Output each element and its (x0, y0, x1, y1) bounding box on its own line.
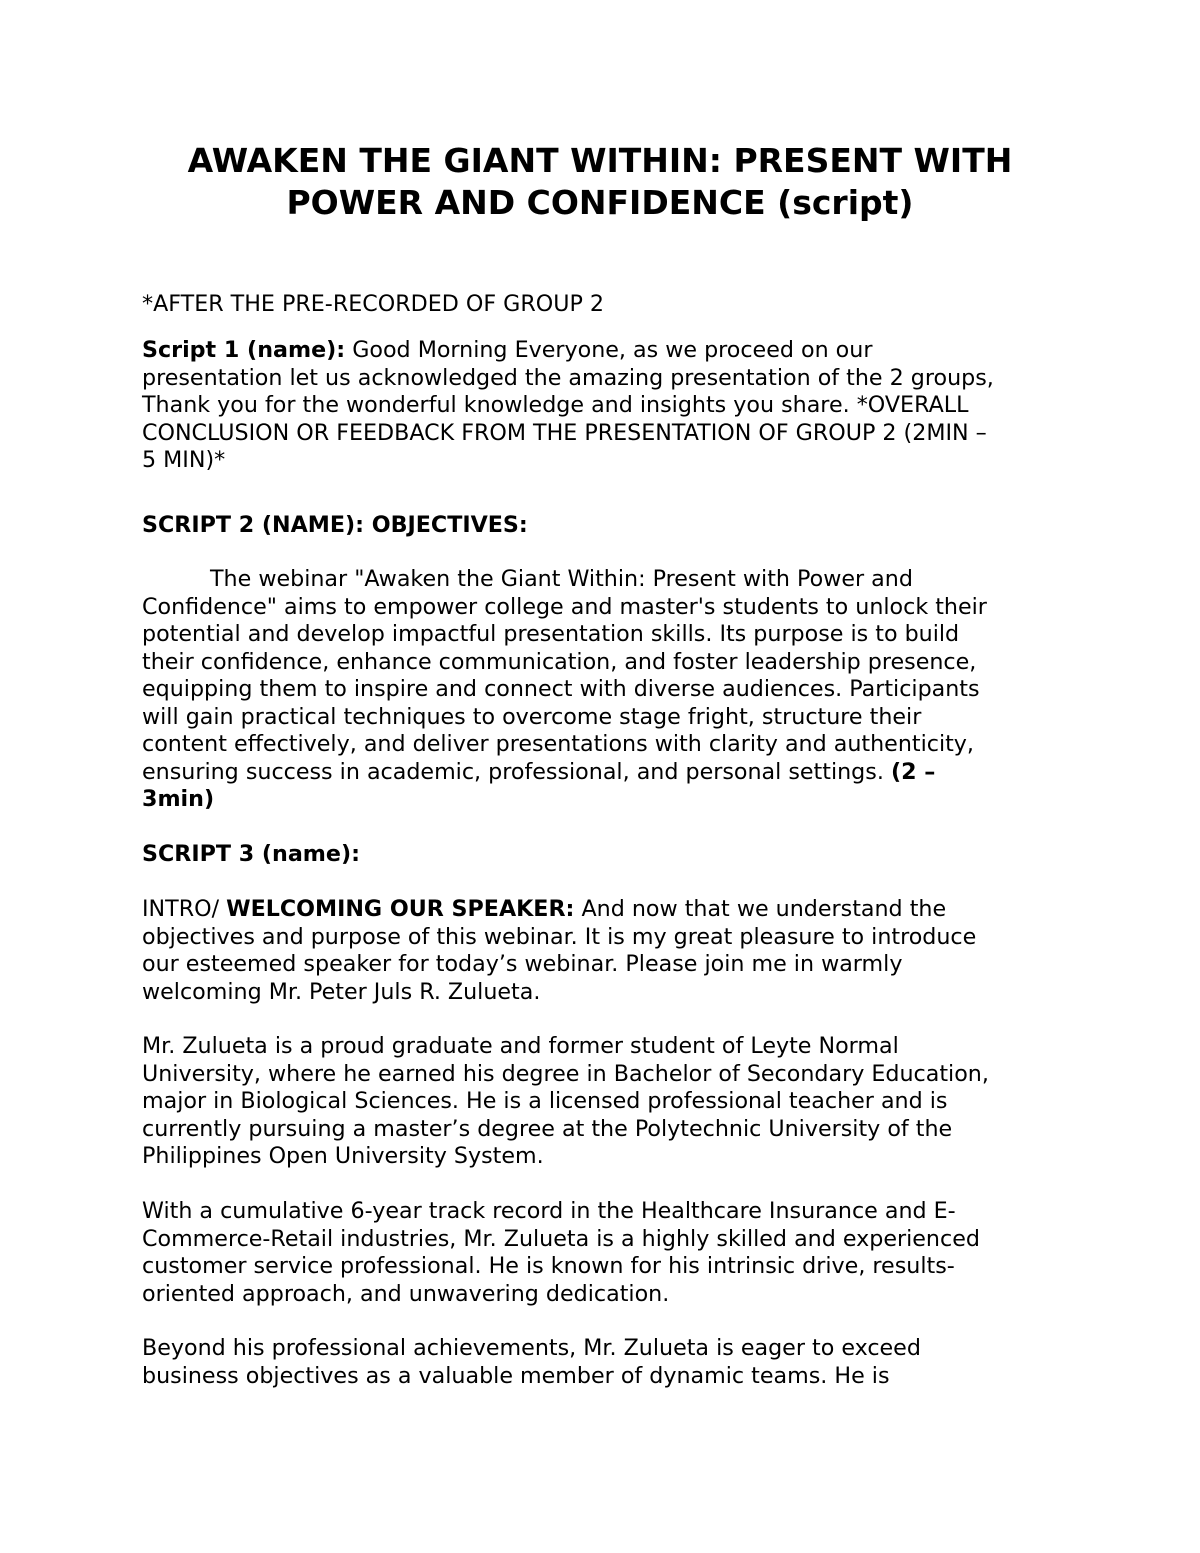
script-2-line: will gain practical techniques to overcome stage fright, structure their (142, 703, 922, 730)
script-2-time-a: (2 – (890, 758, 936, 785)
script-2-last-line: ensuring success in academic, professional, and personal settings. (2 – (142, 758, 936, 785)
script-2-heading: SCRIPT 2 (NAME): OBJECTIVES: (142, 512, 528, 538)
script-1-paragraph (142, 337, 1062, 475)
script-2-line: equipping them to inspire and connect with diverse audiences. Participants (142, 676, 980, 702)
script-1-line: presentation let us acknowledged the amazing presentation of the 2 groups, (142, 364, 994, 391)
script-2-line: potential and develop impactful presentation skills. Its purpose is to build (142, 621, 960, 647)
script-2-line: content effectively, and deliver presentations with clarity and authenticity, (142, 731, 974, 757)
script-2-time-b: 3min) (142, 786, 215, 812)
script-2-line: their confidence, enhance communication, and foster leadership presence, (142, 648, 977, 675)
script-3-intro-line: our esteemed speaker for today’s webinar. Please join me in warmly (142, 951, 903, 977)
script-1-line: 5 MIN)* (142, 447, 226, 473)
after-recorded-note: *AFTER THE PRE-RECORDED OF GROUP 2 (142, 291, 605, 317)
script-2-line: Confidence" aims to empower college and master's students to unlock their (142, 593, 987, 620)
script-1-line: CONCLUSION OR FEEDBACK FROM THE PRESENTATION OF GROUP 2 (2MIN – (142, 419, 987, 446)
script-3-intro-paragraph (142, 896, 1062, 1006)
welcoming-speaker-label: WELCOMING OUR SPEAKER: (226, 896, 575, 922)
script-1-first-line: Script 1 (name): Good Morning Everyone, as we proceed on our (142, 337, 873, 363)
script-1-label: Script 1 (name): (142, 337, 346, 363)
script-2-paragraph (142, 566, 1062, 814)
script-2-line: The webinar "Awaken the Giant Within: Present with Power and (210, 566, 913, 592)
script-3-intro-first-line: INTRO/ WELCOMING OUR SPEAKER: And now that we understand the (142, 896, 947, 922)
script-3-intro-line: objectives and purpose of this webinar. It is my great pleasure to introduce (142, 923, 977, 950)
speaker-bio-paragraph-3: Beyond his professional achievements, Mr. Zulueta is eager to exceed business objectives as a valuable member of dynamic teams. He is (142, 1335, 921, 1389)
script-3-intro-line: welcoming Mr. Peter Juls R. Zulueta. (142, 978, 541, 1005)
document-title (100, 140, 1100, 224)
script-3-heading: SCRIPT 3 (name): (142, 841, 360, 867)
script-1-line: Thank you for the wonderful knowledge and insights you share. *OVERALL (142, 392, 969, 418)
speaker-bio-paragraph-2: With a cumulative 6-year track record in the Healthcare Insurance and E- Commerce-Retail industries, Mr. Zulueta is a highly skilled and experienced customer service professional. He is known for his intrinsic drive, results- oriented approach, and unwavering dedication. (142, 1198, 980, 1307)
title-line-2: POWER AND CONFIDENCE (script) (286, 183, 914, 222)
title-line-1: AWAKEN THE GIANT WITHIN: PRESENT WITH (187, 141, 1013, 180)
speaker-bio-paragraph-1: Mr. Zulueta is a proud graduate and former student of Leyte Normal University, where he earned his degree in Bachelor of Secondary Education, major in Biological Sciences. He is a licensed professional teacher and is currently pursuing a master’s degree at the Polytechnic University of the Philippines Open University System. (142, 1033, 989, 1169)
